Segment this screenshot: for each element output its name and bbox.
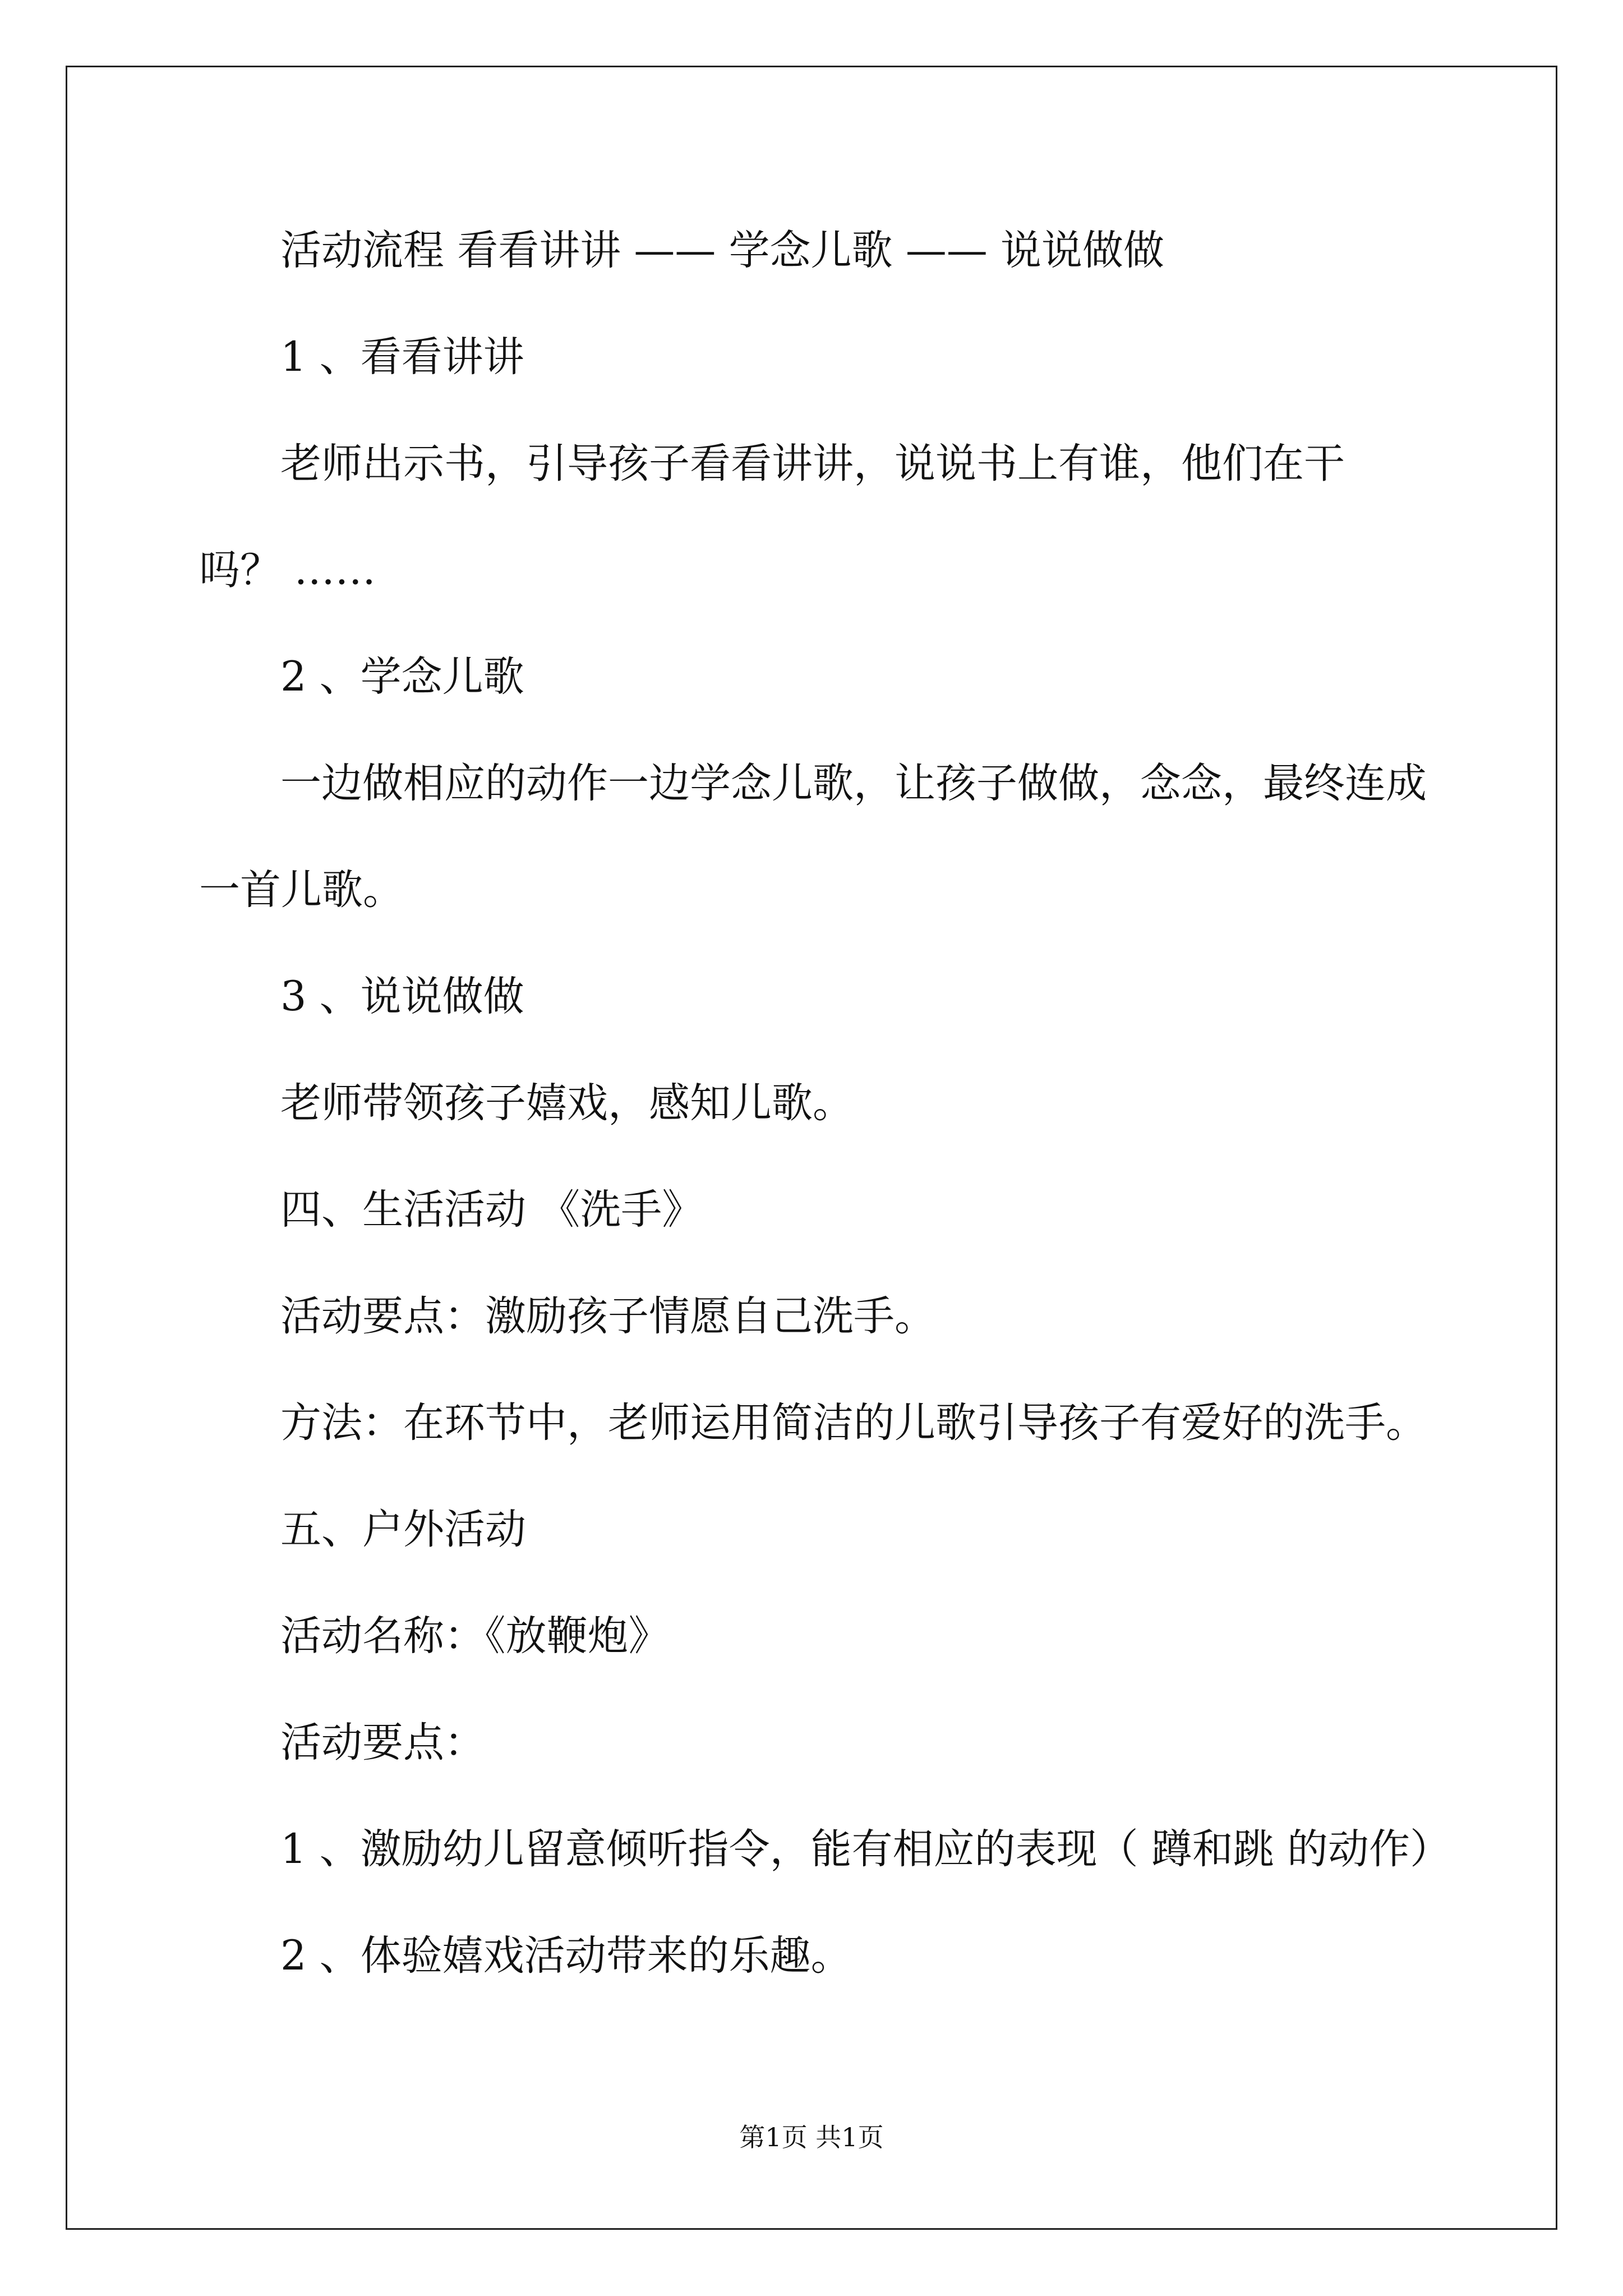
step-1-paragraph-line-1: 老师出示书，引导孩子看看讲讲，说说书上有谁，他们在干: [280, 440, 1345, 487]
section-4-method: 方法：在环节中，老师运用简洁的儿歌引导孩子有爱好的洗手。: [280, 1399, 1427, 1447]
section-5-point-1: 1 、激励幼儿留意倾听指令，能有相应的表现（ 蹲和跳 的动作）: [280, 1825, 1451, 1873]
section-5-activity-name: 活动名称：《放鞭炮》: [280, 1612, 670, 1660]
section-5-key-points-label: 活动要点：: [280, 1719, 485, 1766]
step-2-heading: 2 、学念儿歌: [280, 653, 524, 701]
page-footer: 第1页 共1页: [739, 2122, 884, 2152]
step-3-heading: 3 、说说做做: [280, 973, 524, 1020]
step-3-paragraph: 老师带领孩子嬉戏，感知儿歌。: [280, 1079, 854, 1127]
step-1-heading: 1 、看看讲讲: [280, 333, 524, 381]
section-5-point-2: 2 、体验嬉戏活动带来的乐趣。: [280, 1932, 852, 1980]
step-1-paragraph-line-2: 吗？ ……: [199, 546, 376, 594]
step-2-paragraph-line-1: 一边做相应的动作一边学念儿歌，让孩子做做，念念，最终连成: [280, 760, 1427, 807]
step-2-paragraph-line-2: 一首儿歌。: [199, 866, 404, 914]
section-5-heading: 五、户外活动: [280, 1506, 526, 1553]
activity-flow-line: 活动流程 看看讲讲 —— 学念儿歌 —— 说说做做: [280, 227, 1165, 274]
section-4-key-points: 活动要点：激励孩子情愿自己洗手。: [280, 1292, 935, 1340]
page-frame: [66, 66, 1557, 2230]
section-4-heading: 四、生活活动 《洗手》: [280, 1186, 703, 1234]
